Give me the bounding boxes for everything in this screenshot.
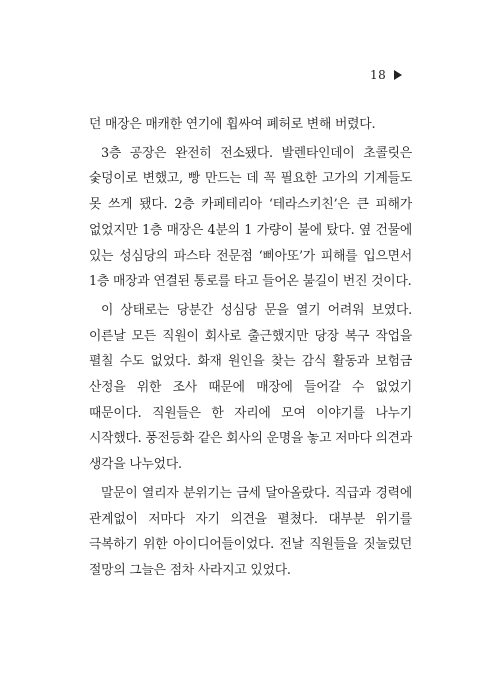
paragraph: 말문이 열리자 분위기는 금세 달아올랐다. 직급과 경력에 관계없이 저마다 자기 의견을 펼쳤다. 대부분 위기를 극복하기 위한 아이디어들이었다. 전날 직원들을 짓눌렀던 절망의 그늘은 점차 사라지고 있었다.	[89, 485, 412, 578]
body-text	[89, 112, 412, 584]
paragraph: 던 매장은 매캐한 연기에 휩싸여 폐허로 변해 버렸다.	[89, 117, 376, 132]
page-header	[370, 66, 420, 84]
paragraph: 이 상태로는 당분간 성심당 문을 열기 어려워 보였다. 이른날 모든 직원이 회사로 출근했지만 당장 복구 작업을 펼칠 수도 없었다. 화재 원인을 찾는 감식 활동과 보험금 산정을 위한 조사 때문에 매장에 들어갈 수 없었기 때문이다. 직원들은 한 자리에 모여 이야기를 나누기 시작했다. 풍전등화 같은 회사의 운명을 놓고 저마다 의견과 생각을 나누었다.	[89, 302, 412, 473]
right-triangle-icon	[394, 70, 402, 80]
page-number: 18	[370, 68, 387, 82]
paragraph: 3층 공장은 완전히 전소됐다. 발렌타인데이 초콜릿은 숯덩이로 변했고, 빵 만드는 데 꼭 필요한 고가의 기계들도 못 쓰게 됐다. 2층 카페테리아 ‘테라스키친’은 큰 피해가 없었지만 1층 매장은 4분의 1 가량이 불에 탔다. 옆 건물에 있는 성심당의 파스타 전문점 ‘삐아또’가 피해를 입으면서 1층 매장과 연결된 통로를 타고 들어온 불길이 번진 것이다.	[89, 145, 412, 290]
